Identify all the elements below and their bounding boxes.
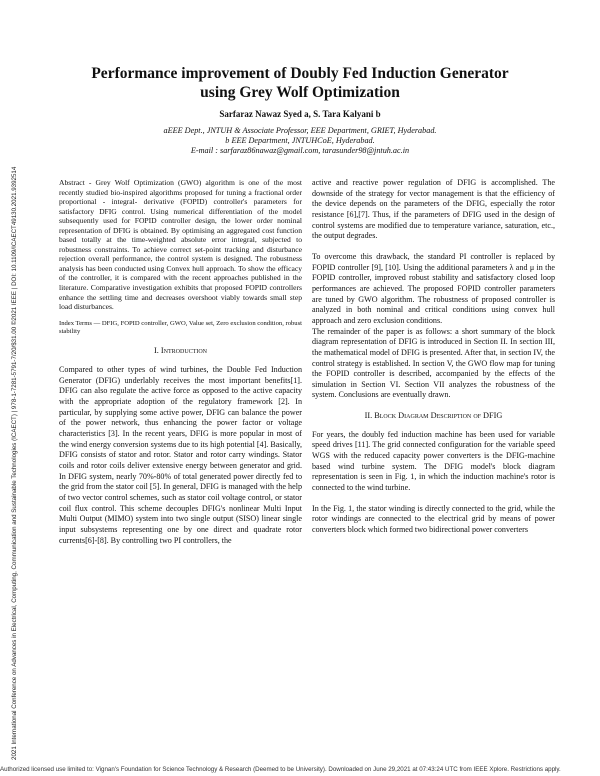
authors: Sarfaraz Nawaz Syed a, S. Tara Kalyani b xyxy=(219,109,381,119)
index-terms: Index Terms — DFIG, FOPID controller, GWO, Value set, Zero exclusion condition, robust stability xyxy=(59,319,302,336)
side-citation-text: 2021 International Conference on Advances in Electrical, Computing, Communication and Sustainable Technologies (ICAECT) | 978-1-7281-5791-7/20/$31.00 ©2021 IEEE | DOI: 10.1109/ICAECT49130.2021.9392514 xyxy=(11,166,18,760)
side-margin-citation xyxy=(2,20,18,770)
title-line-1: Performance improvement of Doubly Fed Induction Generator xyxy=(91,65,509,82)
license-footer: Authorized licensed use limited to: Vignan's Foundation for Science Technology & Research (Deemed to be University). Downloaded on June 29,2021 at 07:43:24 UTC from IEEE Xplore. Restrictions apply. xyxy=(0,766,561,773)
paragraph: In the Fig. 1, the stator winding is directly connected to the grid, while the rotor windings are connected to the electrical grid by means of power converters block which formed two bidirectional power converters xyxy=(312,503,555,535)
intro-paragraph: Compared to other types of wind turbines, the Double Fed Induction Generator (DFIG) underlably receives the most important benefits[1]. DFIG can also regulate the active force as opposed to the active capacity with the appropriate adoption of the regulatory framework [2]. In particular, by supplying some active power, DFIG can balance the power of the power network, thus enhancing the power factor or voltage characteristics [3]. In the recent years, DFIG is more popular in most of the wind energy conversion systems due to its high potential [4]. Basically, DFIG consists of stator and rotor. Stator and rotor carry windings. Stator coils and rotor coils deliver extensive energy between generator and grid. In DFIG system, nearly 70%-80% of total generated power directly fed to the grid from the stator coil [5]. In general, DFIG is managed with the help of two vector control schemes, such as stator coil voltage control, or stator coil flux control. This scheme decouples DFIG's nonlinear Multi Input Multi Output (MIMO) system into two single output (SISO) linear single input subsystems representing one by one direct and quadrate rotor currents[6]-[8]. By controlling two PI controllers, the xyxy=(59,365,302,545)
paragraph: To overcome this drawback, the standard PI controller is replaced by FOPID controller [9], [10]. Using the additional parameters λ and μ in the FOPID controller, improved robust stability and satisfactory closed loop performances are achieved. The proposed FOPID controller parameters are tuned by GWO algorithm. The robustness of proposed controller is analyzed in both nominal and critical conditions using convex hull approach and zero exclusion conditions. xyxy=(312,251,555,325)
right-column xyxy=(312,178,555,536)
affiliation-line-1: aEEE Dept., JNTUH & Associate Professor, EEE Department, GRIET, Hyderabad. xyxy=(163,126,437,135)
section-heading-introduction: I. Introduction xyxy=(153,346,207,356)
title-line-2: using Grey Wolf Optimization xyxy=(200,84,400,101)
paragraph: The remainder of the paper is as follows: a short summary of the block diagram representation of DFIG is introduced in Section II. In section III, the mathematical model of DFIG is presented. After that, in section IV, the control strategy is established. In section V, the GWO flow map for tuning the FOPID controller is described, accompanied by the effects of the simulation in Section VI. Section VII analyzes the robustness of the system. Conclusions are eventually drawn. xyxy=(312,326,555,400)
paper-title xyxy=(60,64,540,102)
paragraph: active and reactive power regulation of DFIG is accomplished. The downside of the strategy for vector management is that the efficiency of the device depends on the parameters of the DFIG, especially the rotor resistance [6],[7]. Thus, if the parameters of DFIG used in the design of control systems are modified due to temperature variance, saturation, etc., the output degrades. xyxy=(312,178,555,241)
affiliation-email: E-mail : sarfaraz86nawaz@gmail.com, tarasunder98@jntuh.ac.in xyxy=(190,146,410,156)
left-column xyxy=(59,178,302,546)
paragraph: For years, the doubly fed induction machine has been used for variable speed drives [11]. The grid connected configuration for the variable speed WGS with the reduced capacity power converters is the DFIG-machine based wind turbine system. The DFIG model's block diagram representation is seen in Fig. 1, in which the induction machine's rotor is connected to the wind turbine. xyxy=(312,429,555,493)
section-heading-block-diagram: II. Block Diagram Description of DFIG xyxy=(364,411,503,421)
affiliation-line-2: b EEE Department, JNTUHCoE, Hyderabad. xyxy=(225,136,375,146)
abstract: Abstract - Grey Wolf Optimization (GWO) algorithm is one of the most recently studied bio-inspired algorithms proposed for tuning a fractional order proportional - integral- derivative (FOPID) controller's parameters for satisfactory DFIG control. Using numerical differentiation of the model subsequently used for FOPID controller design, the lower order nominal representation of DFIG is obtained. By optimising an aggregated cost function based totally at the time-weighted absolute error integral, subjected to robustness constraints. To achieve correct set-point tracking and disturbance rejection overall performance, the control system is designed. The robustness analysis has been conducted using Convex hull approach. To show the efficacy of the controller, it is compared with the recent approaches published in the literature. Comparative investigation exhibits that proposed FOPID controllers enhance the settling time and decreases overshoot viably towards small step load disturbances. xyxy=(59,178,302,312)
affiliations xyxy=(60,126,540,157)
